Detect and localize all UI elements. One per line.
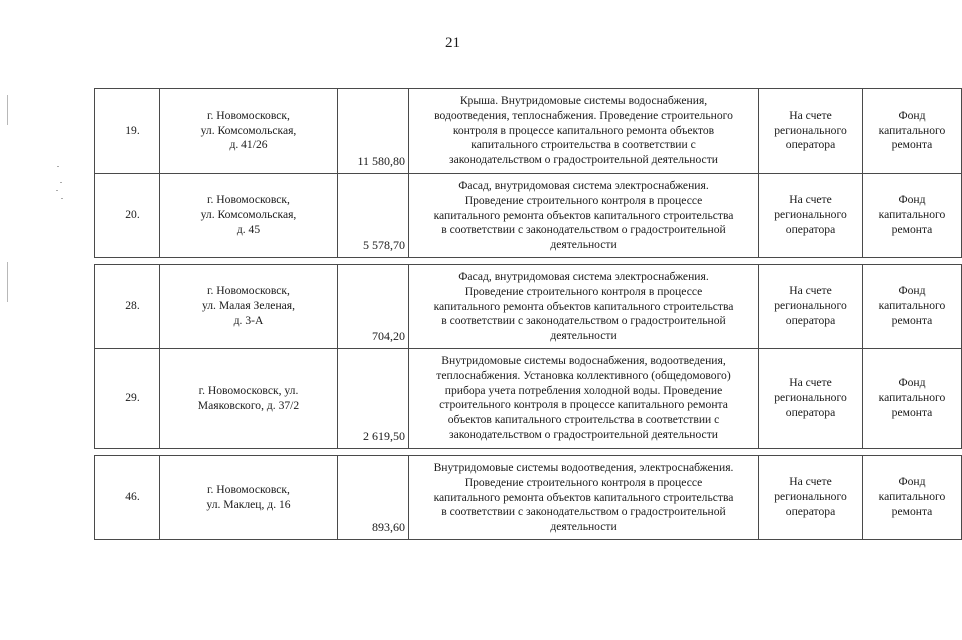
funding-line: капитального xyxy=(878,391,946,405)
works-line: в соответствии с законодательством о градостроительной xyxy=(441,223,726,237)
account-line: оператора xyxy=(785,138,836,152)
address-line: д. 41/26 xyxy=(229,138,268,152)
row-number: 29. xyxy=(95,349,160,449)
row-number: 20. xyxy=(95,174,160,258)
works-description xyxy=(409,456,759,540)
works-table-1 xyxy=(94,88,962,258)
works-description xyxy=(409,265,759,349)
works-table-3 xyxy=(94,455,962,540)
works-line: Проведение строительного контроля в процессе xyxy=(464,475,703,489)
scan-margin-dot xyxy=(61,198,63,199)
scan-margin-line xyxy=(7,95,8,125)
funding-line: Фонд xyxy=(898,376,926,390)
funding-line: Фонд xyxy=(898,193,926,207)
funding-line: капитального xyxy=(878,299,946,313)
works-line: Внутридомовые системы водоснабжения, водоотведения, xyxy=(441,354,726,367)
works-line: контроля в процессе капитального ремонта объектов xyxy=(452,123,715,137)
funding-line: Фонд xyxy=(898,108,926,122)
address-line: г. Новомосковск, xyxy=(207,284,290,298)
works-line: деятельности xyxy=(550,238,617,252)
works-line: деятельности xyxy=(550,520,617,534)
works-line: Внутридомовые системы водоотведения, электроснабжения. xyxy=(433,461,734,474)
funding-line: ремонта xyxy=(891,222,933,236)
cost-cell: 893,60 xyxy=(338,456,409,540)
works-description xyxy=(409,174,759,258)
funding-line: ремонта xyxy=(891,138,933,152)
funding-line: Фонд xyxy=(898,284,926,298)
account-cell xyxy=(759,456,863,540)
works-line: теплоснабжения. Установка коллективного (общедомового) xyxy=(436,368,731,382)
address-cell xyxy=(160,456,338,540)
row-number: 46. xyxy=(95,456,160,540)
account-line: регионального xyxy=(774,208,847,222)
works-line: капитального ремонта объектов капитального строительства xyxy=(433,490,734,504)
address-line: ул. Малая Зеленая, xyxy=(201,299,296,313)
page-number: 21 xyxy=(445,35,460,51)
funding-line: капитального xyxy=(878,490,946,504)
address-line: ул. Маклец, д. 16 xyxy=(206,497,291,511)
row-number: 19. xyxy=(95,89,160,174)
account-line: На счете xyxy=(789,108,832,122)
funding-source-cell xyxy=(863,456,962,540)
account-cell xyxy=(759,349,863,449)
funding-line: Фонд xyxy=(898,475,926,489)
works-line: капитального ремонта объектов капитального строительства xyxy=(433,208,734,222)
works-line: Проведение строительного контроля в процессе xyxy=(464,193,703,207)
works-line: Крыша. Внутридомовые системы водоснабжения, xyxy=(459,94,708,107)
funding-line: ремонта xyxy=(891,405,933,419)
works-line: в соответствии с законодательством о градостроительной xyxy=(441,314,726,328)
funding-line: ремонта xyxy=(891,504,933,518)
cost-cell: 5 578,70 xyxy=(338,174,409,258)
account-line: На счете xyxy=(789,475,832,489)
account-line: На счете xyxy=(789,284,832,298)
works-line: капитального ремонта объектов капитального строительства xyxy=(433,299,734,313)
account-line: оператора xyxy=(785,504,836,518)
works-description xyxy=(409,349,759,449)
address-line: д. 3-А xyxy=(233,313,264,327)
account-line: На счете xyxy=(789,193,832,207)
row-number: 28. xyxy=(95,265,160,349)
account-cell xyxy=(759,89,863,174)
scan-margin-dot xyxy=(57,166,59,167)
account-line: оператора xyxy=(785,313,836,327)
cost-cell: 704,20 xyxy=(338,265,409,349)
works-line: Фасад, внутридомовая система электроснабжения. xyxy=(458,179,709,192)
account-line: регионального xyxy=(774,391,847,405)
works-line: в соответствии с законодательством о градостроительной xyxy=(441,505,726,519)
works-line: прибора учета потребления холодной воды. Проведение xyxy=(444,383,723,397)
works-line: водоотведения, теплоснабжения. Проведение строительного xyxy=(434,108,733,122)
account-cell xyxy=(759,174,863,258)
works-line: законодательством о градостроительной деятельности xyxy=(449,427,718,441)
address-line: Маяковского, д. 37/2 xyxy=(197,398,300,412)
table-row xyxy=(95,265,962,349)
table-row xyxy=(95,89,962,174)
scan-margin-dot xyxy=(56,190,58,191)
address-line: г. Новомосковск, xyxy=(207,482,290,496)
works-line: капитального строительства в соответствии с xyxy=(471,138,696,152)
account-line: регионального xyxy=(774,299,847,313)
works-line: деятельности xyxy=(550,329,617,343)
works-line: Проведение строительного контроля в процессе xyxy=(464,284,703,298)
works-table-2 xyxy=(94,264,962,449)
works-line: объектов капитального строительства в соответствии с xyxy=(447,413,720,427)
works-description xyxy=(409,89,759,174)
scan-margin-dot xyxy=(60,182,62,183)
funding-line: капитального xyxy=(878,123,946,137)
account-line: оператора xyxy=(785,222,836,236)
address-cell xyxy=(160,89,338,174)
table-row xyxy=(95,174,962,258)
funding-source-cell xyxy=(863,265,962,349)
address-line: д. 45 xyxy=(236,222,261,236)
address-line: г. Новомосковск, xyxy=(207,108,290,122)
works-line: строительного контроля в процессе капитального ремонта xyxy=(439,398,728,412)
address-cell xyxy=(160,265,338,349)
table-row xyxy=(95,456,962,540)
address-line: г. Новомосковск, ул. xyxy=(198,383,299,397)
address-line: ул. Комсомольская, xyxy=(200,123,297,137)
funding-line: ремонта xyxy=(891,313,933,327)
account-line: На счете xyxy=(789,376,832,390)
works-line: Фасад, внутридомовая система электроснабжения. xyxy=(458,270,709,283)
table-row xyxy=(95,349,962,449)
funding-line: капитального xyxy=(878,208,946,222)
address-line: г. Новомосковск, xyxy=(207,193,290,207)
account-line: регионального xyxy=(774,123,847,137)
cost-cell: 11 580,80 xyxy=(338,89,409,174)
funding-source-cell xyxy=(863,174,962,258)
account-cell xyxy=(759,265,863,349)
account-line: регионального xyxy=(774,490,847,504)
account-line: оператора xyxy=(785,405,836,419)
scan-margin-line xyxy=(7,262,8,302)
works-line: законодательством о градостроительной деятельности xyxy=(449,153,718,167)
address-cell xyxy=(160,174,338,258)
funding-source-cell xyxy=(863,89,962,174)
address-line: ул. Комсомольская, xyxy=(200,208,297,222)
cost-cell: 2 619,50 xyxy=(338,349,409,449)
address-cell xyxy=(160,349,338,449)
funding-source-cell xyxy=(863,349,962,449)
